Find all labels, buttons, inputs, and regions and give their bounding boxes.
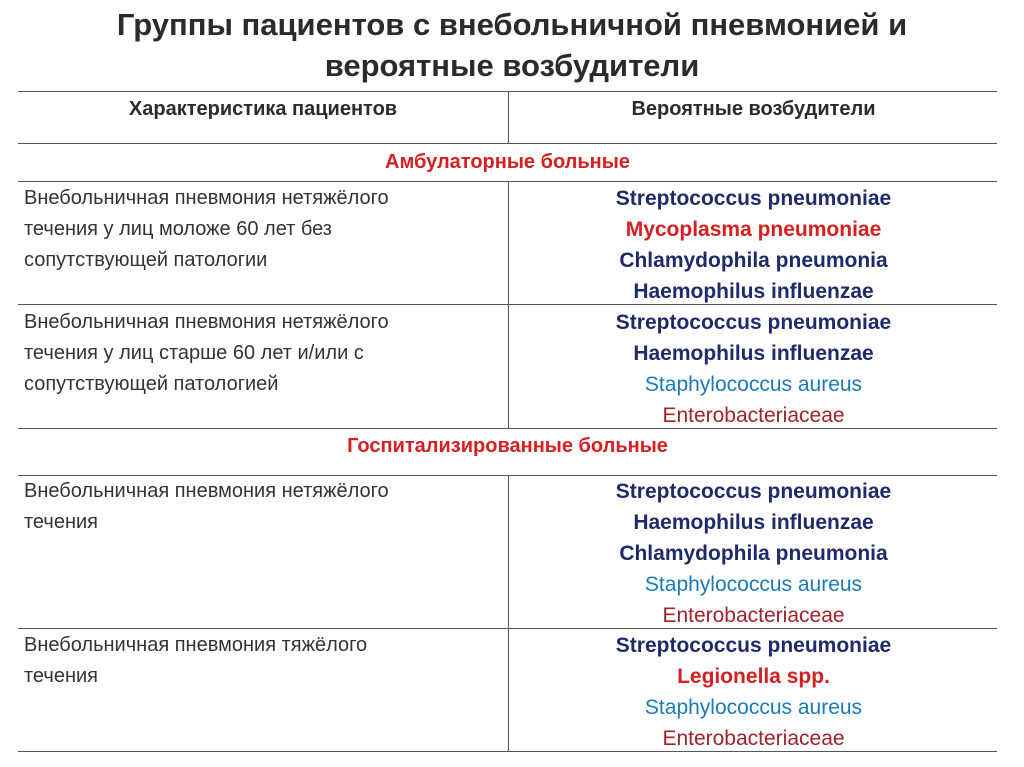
column-divider	[508, 181, 509, 428]
table-row-patient	[24, 183, 504, 276]
section-hospitalized: Госпитализированные больные	[347, 435, 668, 457]
patient-text-line: сопутствующей патологии	[24, 249, 268, 271]
table-row-patient	[24, 307, 504, 400]
patient-text-line: течения у лиц моложе 60 лет без	[24, 218, 332, 240]
pathogen-name: Haemophilus influenzae	[633, 342, 874, 365]
table-row-patient	[24, 630, 504, 692]
pathogen-name: Staphylococcus aureus	[644, 573, 863, 596]
patient-text-line: сопутствующей патологией	[24, 373, 279, 395]
column-divider	[508, 91, 509, 143]
patient-text-line: Внебольничная пневмония нетяжёлого	[24, 187, 389, 209]
column-header-patients: Характеристика пациентов	[128, 98, 398, 120]
pathogen-name: Haemophilus influenzae	[633, 511, 874, 534]
pathogen-name: Legionella spp.	[677, 665, 830, 688]
patient-text-line: течения	[24, 511, 98, 533]
page-title	[0, 4, 1024, 86]
patient-text-line: Внебольничная пневмония нетяжёлого	[24, 480, 389, 502]
column-divider	[508, 475, 509, 751]
pathogen-name: Haemophilus influenzae	[633, 280, 874, 303]
table-row-pathogens	[510, 183, 997, 307]
table-row-pathogens	[510, 476, 997, 631]
pathogen-name: Mycoplasma pneumoniae	[625, 218, 882, 241]
pathogen-name: Enterobacteriaceae	[662, 404, 845, 427]
patient-text-line: Внебольничная пневмония нетяжёлого	[24, 311, 389, 333]
pathogen-name: Staphylococcus aureus	[644, 373, 863, 396]
section-outpatients: Амбулаторные больные	[385, 151, 630, 173]
page-title-line-2: вероятные возбудители	[324, 48, 700, 83]
pathogen-name: Streptococcus pneumoniae	[615, 480, 892, 503]
pathogen-name: Enterobacteriaceae	[662, 604, 845, 627]
pathogen-name: Streptococcus pneumoniae	[615, 634, 892, 657]
pathogens-table	[18, 91, 997, 752]
table-rule	[18, 143, 997, 144]
patient-text-line: течения	[24, 665, 98, 687]
table-row-pathogens	[510, 307, 997, 431]
pathogen-name: Streptococcus pneumoniae	[615, 311, 892, 334]
column-header-pathogens: Вероятные возбудители	[631, 98, 876, 120]
page-title-line-1: Группы пациентов с внебольничной пневмонией и	[116, 7, 908, 42]
pathogen-name: Staphylococcus aureus	[644, 696, 863, 719]
table-row-pathogens	[510, 630, 997, 754]
patient-text-line: течения у лиц старше 60 лет и/или с	[24, 342, 364, 364]
pathogen-name: Chlamydophila pneumonia	[619, 249, 888, 272]
table-row-patient	[24, 476, 504, 538]
pathogen-name: Chlamydophila pneumonia	[619, 542, 888, 565]
patient-text-line: Внебольничная пневмония тяжёлого	[24, 634, 368, 656]
pathogen-name: Enterobacteriaceae	[662, 727, 845, 750]
pathogen-name: Streptococcus pneumoniae	[615, 187, 892, 210]
